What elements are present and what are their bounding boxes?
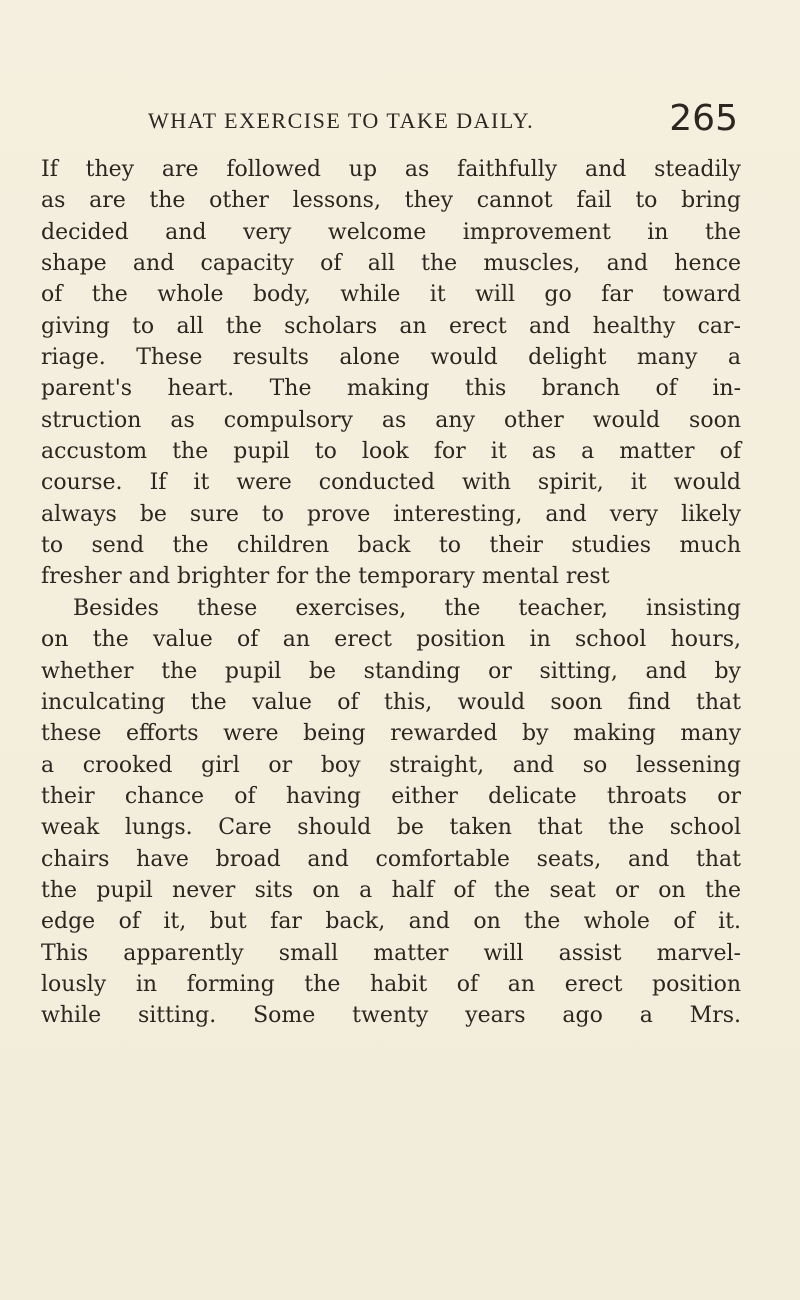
text-line: This apparently small matter will assist marvel- bbox=[41, 940, 741, 966]
text-line: riage. These results alone would delight many a bbox=[41, 345, 741, 371]
text-line: as are the other lessons, they cannot fail to bring bbox=[41, 188, 741, 214]
text-line: course. If it were conducted with spirit, it would bbox=[41, 470, 741, 496]
text-line: always be sure to prove interesting, and very likely bbox=[41, 501, 741, 527]
text-line: their chance of having either delicate throats or bbox=[41, 783, 741, 809]
text-line: a crooked girl or boy straight, and so lessening bbox=[41, 752, 741, 778]
text-line: these efforts were being rewarded by making many bbox=[41, 721, 741, 747]
running-title: WHAT EXERCISE TO TAKE DAILY. bbox=[148, 108, 535, 133]
text-line: giving to all the scholars an erect and healthy car- bbox=[41, 313, 741, 339]
text-line: parent's heart. The making this branch of in- bbox=[41, 376, 741, 402]
text-line: shape and capacity of all the muscles, and hence bbox=[41, 251, 741, 277]
text-line: on the value of an erect position in school hours, bbox=[41, 627, 741, 653]
text-line: inculcating the value of this, would soon find that bbox=[41, 689, 741, 715]
text-line: lously in forming the habit of an erect position bbox=[41, 971, 741, 997]
text-line: fresher and brighter for the temporary mental rest bbox=[41, 564, 610, 590]
text-line: struction as compulsory as any other would soon bbox=[41, 407, 741, 433]
text-line: to send the children back to their studies much bbox=[41, 533, 741, 559]
text-line: of the whole body, while it will go far toward bbox=[41, 282, 741, 308]
text-line: If they are followed up as faithfully and steadily bbox=[41, 157, 741, 182]
text-line: accustom the pupil to look for it as a matter of bbox=[41, 439, 741, 465]
running-head bbox=[60, 98, 738, 138]
text-line: decided and very welcome improvement in the bbox=[41, 219, 741, 245]
text-line: while sitting. Some twenty years ago a Mrs. bbox=[41, 1003, 741, 1029]
page-number: 265 bbox=[669, 98, 738, 139]
text-line: the pupil never sits on a half of the seat or on the bbox=[41, 877, 741, 903]
text-line: edge of it, but far back, and on the whole of it. bbox=[41, 909, 741, 935]
text-line: whether the pupil be standing or sitting, and by bbox=[41, 658, 741, 684]
text-line: weak lungs. Care should be taken that the school bbox=[41, 815, 741, 841]
text-line: chairs have broad and comfortable seats, and that bbox=[41, 846, 741, 872]
paragraph-start-line: Besides these exercises, the teacher, insisting bbox=[73, 595, 741, 621]
body-text bbox=[41, 154, 741, 1032]
